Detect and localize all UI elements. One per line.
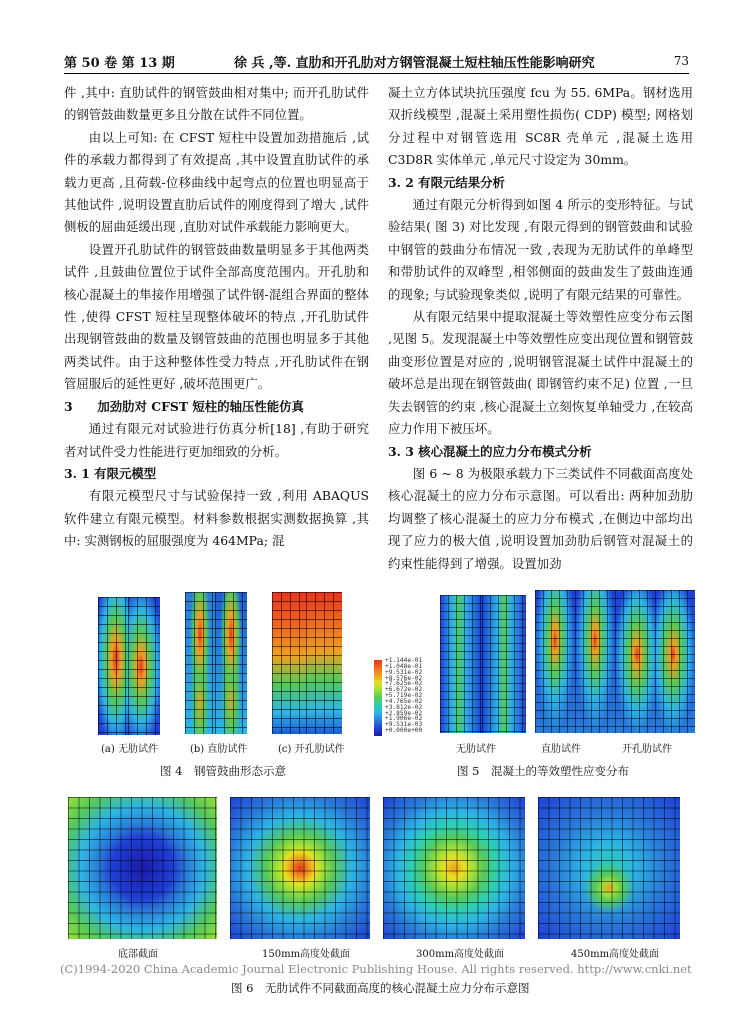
paragraph: 设置开孔肋试件的钢管鼓曲数量明显多于其他两类试件 ,且鼓曲位置位于试件全部高度范围内。开孔肋和核心混凝土的隼接作用增强了试件钢-混组合界面的整体性 ,使得 CFST 短柱呈现整体破坏的特点 ,开孔肋试件出现钢管鼓曲的数量及钢管鼓曲的范围也明显多于其他两类试件。由于这种整体性受力特点 ,开孔肋试件在钢管屈服后的延性更好 ,破坏范围更广。	[64, 241, 369, 392]
fe-model-perforated-rib	[272, 592, 342, 734]
subfigure-label: (c) 开孔肋试件	[278, 744, 345, 755]
subfigure-label: 开孔肋试件	[622, 744, 672, 755]
concrete-model-straight-rib	[535, 590, 615, 733]
subfigure-label: 底部截面	[118, 949, 158, 960]
subfigure-label: (b) 直肋试件	[190, 744, 248, 755]
subfigure-label: 无肋试件	[456, 744, 496, 755]
subfigure-label: 直肋试件	[541, 744, 581, 755]
journal-issue: 第 50 卷 第 13 期	[64, 56, 175, 71]
right-column	[388, 82, 693, 575]
paragraph: 件 ,其中: 直肋试件的钢管鼓曲相对集中; 而开孔肋试件的钢管鼓曲数量更多且分散在试件不同位置。	[64, 85, 369, 123]
paragraph: 从有限元结果中提取混凝土等效塑性应变分布云图 ,见图 5。发现混凝土中等效塑性应变出现位置和钢管鼓曲变形位置是对应的 ,说明钢管混凝土试件中混凝土的破坏总是出现在钢管鼓曲( 即钢管约束不足) 位置 ,一旦失去钢管的约束 ,核心混凝土立刻恢复单轴受力 ,在较高应力作用下被压坏。	[388, 309, 693, 437]
running-header	[64, 50, 689, 74]
section-150mm	[230, 797, 370, 939]
page-number: 73	[673, 54, 689, 68]
paragraph: 图 6 ~ 8 为极限承载力下三类试件不同截面高度处核心混凝土的应力分布示意图。可以看出: 两种加劲肋均调整了核心混凝土的应力分布模式 ,在侧边中部均出现了应力的极大值 ,说明设置加劲肋后钢管对混凝土的约束性能得到了增强。设置加劲	[388, 465, 693, 571]
paragraph: 通过有限元对试验进行仿真分析[18] ,有助于研究者对试件受力性能进行更加细致的分析。	[64, 421, 369, 459]
subsection-heading: 3. 1 有限元模型	[64, 465, 157, 481]
paragraph: 由以上可知: 在 CFST 短柱中设置加劲措施后 ,试件的承载力都得到了有效提高 ,其中设置直肋试件的承载力更高 ,且荷载-位移曲线中起弯点的位置也明显高于其他试件 ,说明设置直肋后试件的刚度得到了增大 ,试件侧板的屈曲延缓出现 ,直肋对试件承载能力影响更大。	[64, 129, 369, 235]
paragraph: 凝土立方体试块抗压强度 fcu 为 55. 6MPa。钢材选用双折线模型 ,混凝土采用塑性损伤( CDP) 模型; 网格划分过程中对钢管选用 SC8R 壳单元 ,混凝土选用 C3D8R 实体单元 ,单元尺寸设定为 30mm。	[388, 85, 693, 168]
section-450mm	[538, 797, 680, 939]
subsection-heading: 3. 3 核心混凝土的应力分布模式分析	[388, 443, 592, 459]
section-heading: 3 加劲肋对 CFST 短柱的轴压性能仿真	[64, 398, 304, 414]
subfigure-label: 450mm高度处截面	[571, 949, 660, 960]
paragraph: 通过有限元分析得到如图 4 所示的变形特征。与试验结果( 图 3) 对比发现 ,有限元得到的钢管鼓曲和试验中钢管的鼓曲分布情况一致 ,表现为无肋试件的单峰型和带肋试件的双峰型 ,相邻侧面的鼓曲发生了鼓曲连通的现象; 与试验现象类似 ,说明了有限元结果的可靠性。	[388, 197, 693, 302]
figure-caption: 图 4 钢管鼓曲形态示意	[160, 764, 286, 778]
header-rule	[64, 73, 689, 74]
fe-model-straight-rib	[185, 592, 247, 734]
section-300mm	[383, 797, 525, 939]
subfigure-label: (a) 无肋试件	[101, 744, 158, 755]
fe-model-unstiffened	[98, 597, 160, 735]
figure-caption: 图 6 无肋试件不同截面高度的核心混凝土应力分布示意图	[231, 981, 530, 995]
running-title: 徐 兵 ,等. 直肋和开孔肋对方钢管混凝土短柱轴压性能影响研究	[234, 56, 595, 71]
subfigure-label: 150mm高度处截面	[262, 949, 351, 960]
concrete-model-unstiffened	[440, 595, 526, 733]
concrete-model-perforated-rib	[615, 590, 695, 733]
section-bottom	[68, 797, 217, 939]
subfigure-label: 300mm高度处截面	[416, 949, 505, 960]
paragraph: 有限元模型尺寸与试验保持一致 ,利用 ABAQUS 软件建立有限元模型。材料参数根据实测数据换算 ,其中: 实测钢板的屈服强度为 464MPa; 混	[64, 488, 369, 549]
left-column	[64, 82, 369, 553]
subsection-heading: 3. 2 有限元结果分析	[388, 174, 505, 190]
legend-colorbar	[374, 660, 382, 736]
copyright-footer: (C)1994-2020 China Academic Journal Electronic Publishing House. All rights reserved. http://www.cnki.net	[60, 962, 692, 976]
figure-caption: 图 5 混凝土的等效塑性应变分布	[457, 764, 629, 778]
legend-values: +1.144e-01 +1.048e-01 +9.531e-02 +8.576e-02 +7.625e-02 +6.672e-02 +5.719e-02 +4.765e-02 +3.812e-02 +2.859e-02 +1.906e-02 +9.531e-03 +0.000e+00	[385, 657, 423, 735]
